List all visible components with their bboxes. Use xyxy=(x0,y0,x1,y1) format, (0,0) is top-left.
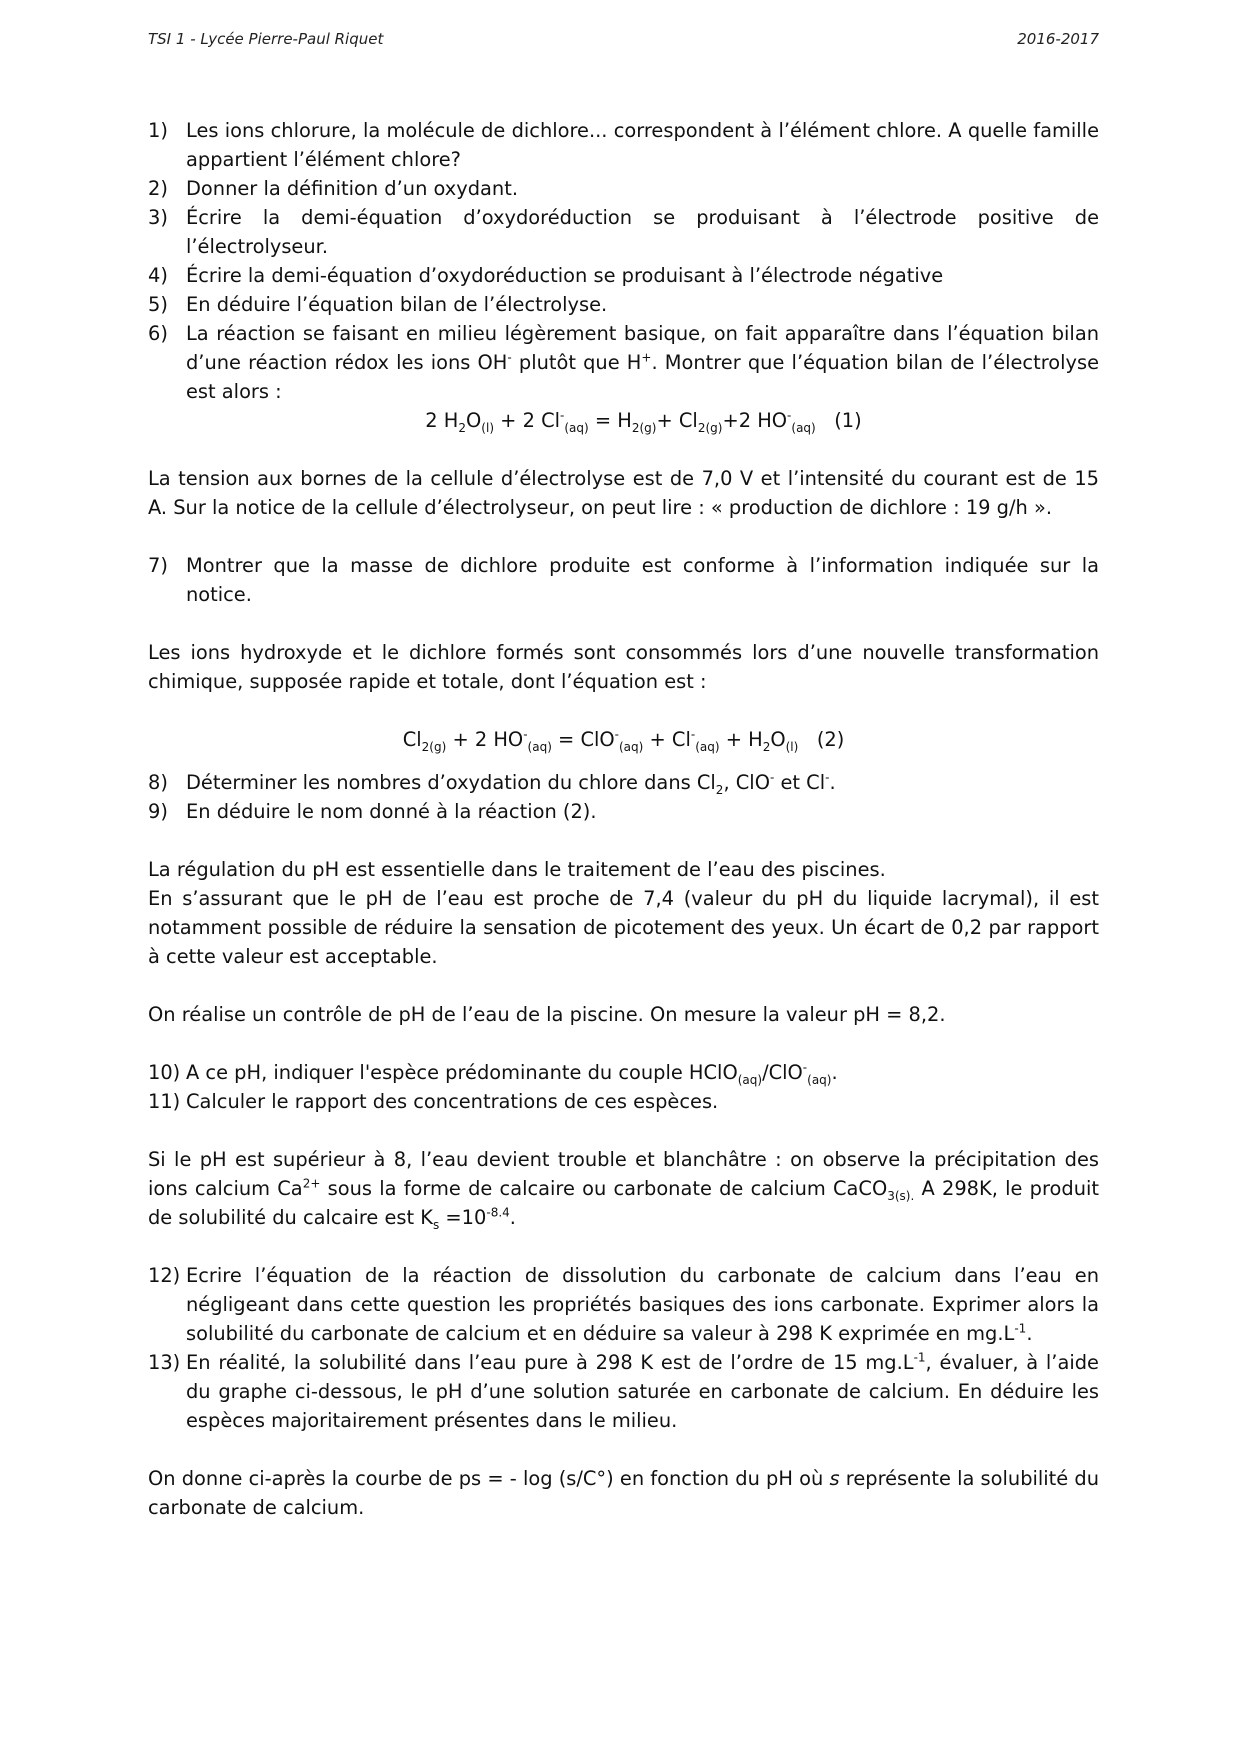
question-6: 6) La réaction se faisant en milieu légèrement basique, on fait apparaître dans l’équation bilan d’une réaction rédox les ions OH- plutôt que H+. Montrer que l’équation bilan de l’électrolyse est alors : xyxy=(148,322,1100,403)
question-11: 11) Calculer le rapport des concentrations de ces espèces. xyxy=(148,1090,719,1113)
question-1: 1) Les ions chlorure, la molécule de dichlore... correspondent à l’élément chlore. A quelle famille appartient l’élément chlore? xyxy=(148,119,1099,171)
question-8: 8) Déterminer les nombres d’oxydation du chlore dans $Cl_2$, ClO- et Cl-. xyxy=(148,770,836,797)
question-3: 3) Écrire la demi-équation d’oxydoréduction se produisant à l’électrode positive de l’électrolyseur. xyxy=(148,206,1099,258)
question-12: 12) Ecrire l’équation de la réaction de dissolution du carbonate de calcium dans l’eau en négligeant dans cette question les propriétés basiques des ions carbonate. Exprimer alors la solubilité du carbonate de calcium et en déduire sa valeur à 298 K exprimée en $mg.L^{-1}$. xyxy=(148,1264,1099,1345)
paragraph-courbe: On donne ci-après la courbe de ps = - log (s/C°) en fonction du pH où s représente la solubilité du carbonate de calcium. xyxy=(148,1467,1099,1519)
question-9: 9) En déduire le nom donné à la réaction (2). xyxy=(148,800,597,823)
question-7: 7) Montrer que la masse de dichlore produite est conforme à l’information indiquée sur la notice. xyxy=(148,554,1099,606)
equation-1: 2 $H_2O_{(l)} + 2$ $Cl^-_{(aq)} = H_{2(g)}+ Cl_{2(g)}+2$ $HO^-_{(aq)}$ (1) xyxy=(425,408,862,435)
header-left: TSI 1 - Lycée Pierre-Paul Riquet xyxy=(148,30,384,48)
paragraph-hydroxyde: Les ions hydroxyde et le dichlore formés sont consommés lors d’une nouvelle transformation chimique, supposée rapide et totale, dont l’équation est : xyxy=(148,641,1099,693)
paragraph-calcaire: Si le pH est supérieur à 8, l’eau devient trouble et blanchâtre : on observe la précipitation des ions calcium $Ca^{2+}$ sous la forme de calcaire ou carbonate de calcium CaCO$_{3(s).}$ A 298K, le produit de solubilité du calcaire est $K_s =10^{-8.4}$. xyxy=(148,1148,1099,1232)
equation-2: $Cl_{2(g)} + 2$ $HO^-_{(aq)} = ClO^-_{(aq)} + Cl^-_{(aq)} + H_2O_{(l)}$ (2) xyxy=(402,727,845,754)
question-13: 13) En réalité, la solubilité dans l’eau pure à 298 K est de l’ordre de 15 $mg.L^{-1}$, évaluer, à l’aide du graphe ci-dessous, le pH d’une solution saturée en carbonate de calcium. En déduire les espèces majoritairement présentes dans le milieu. xyxy=(148,1350,1099,1432)
paragraph-ph-1: La régulation du pH est essentielle dans le traitement de l’eau des piscines. xyxy=(148,858,886,881)
header-right: 2016-2017 xyxy=(1017,30,1099,48)
question-2: 2) Donner la définition d’un oxydant. xyxy=(148,177,518,200)
paragraph-ph-2: En s’assurant que le pH de l’eau est proche de 7,4 (valeur du pH du liquide lacrymal), il est notamment possible de réduire la sensation de picotement des yeux. Un écart de 0,2 par rapport à cette valeur est acceptable. xyxy=(148,887,1099,968)
paragraph-controle: On réalise un contrôle de pH de l’eau de la piscine. On mesure la valeur pH = 8,2. xyxy=(148,1003,946,1026)
question-4: 4) Écrire la demi-équation d’oxydoréduction se produisant à l’électrode négative xyxy=(148,264,944,287)
question-10: 10) A ce pH, indiquer l'espèce prédominante du couple HClO$_{(aq)}$/ClO-$_{(aq)}$. xyxy=(148,1060,838,1087)
question-5: 5) En déduire l’équation bilan de l’électrolyse. xyxy=(148,293,608,316)
document-body xyxy=(148,116,1099,1522)
paragraph-tension: La tension aux bornes de la cellule d’électrolyse est de 7,0 V et l’intensité du courant est de 15 A. Sur la notice de la cellule d’électrolyseur, on peut lire : « production de dichlore : 19 g/h ». xyxy=(148,467,1099,519)
